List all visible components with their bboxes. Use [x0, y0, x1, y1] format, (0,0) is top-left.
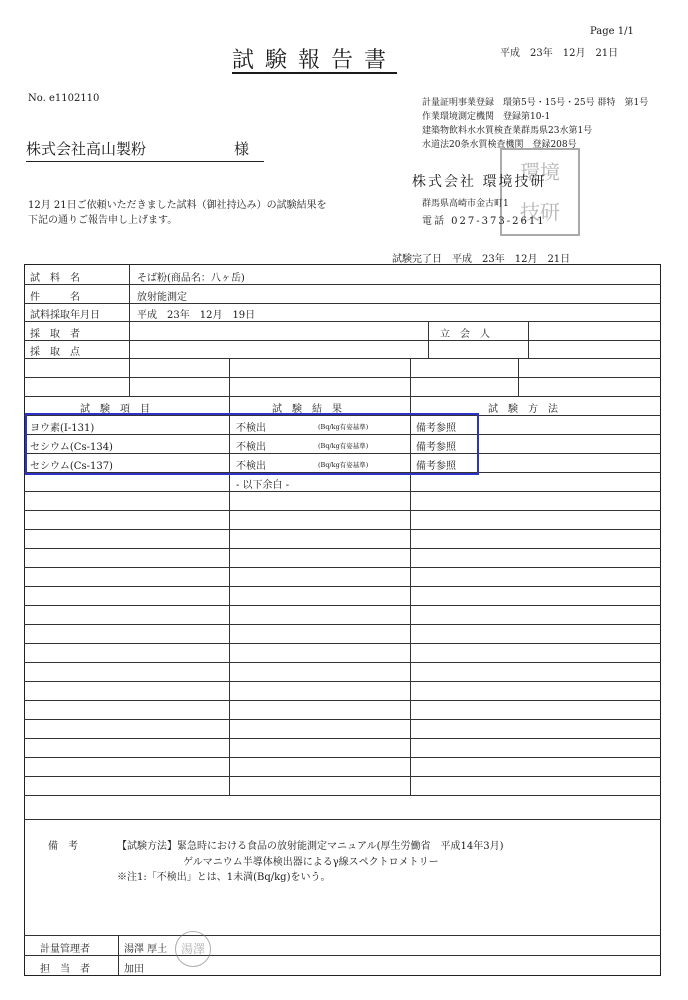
lab-address: 群馬県高崎市金古町1	[422, 199, 509, 209]
result-item: セシウム(Cs-137)	[30, 461, 113, 472]
divider	[118, 935, 119, 976]
divider	[24, 935, 661, 936]
registration-line: 水道法20条水質検査機関 登録208号	[422, 140, 577, 150]
staff-label: 担 当 者	[40, 964, 90, 975]
result-unit: (Bq/kg有姿基準)	[318, 461, 369, 469]
divider	[24, 643, 661, 644]
sampler-label: 採 取 者	[30, 329, 80, 340]
divider	[24, 377, 661, 378]
subject-value: 放射能測定	[137, 292, 187, 303]
divider	[24, 358, 661, 359]
result-value: 不検出	[236, 423, 266, 434]
result-value: 不検出	[236, 442, 266, 453]
result-unit: (Bq/kg有姿基準)	[318, 442, 369, 450]
remarks-label: 備 考	[48, 841, 78, 852]
divider	[24, 681, 661, 682]
divider	[24, 605, 661, 606]
registration-line: 計量証明事業登録 環第5号・15号・25号 群特 第1号	[422, 98, 649, 108]
result-method: 備考参照	[416, 461, 456, 472]
divider	[24, 491, 661, 492]
divider	[24, 624, 661, 625]
divider	[24, 284, 661, 285]
stamp-text: 湯澤	[180, 942, 205, 956]
divider	[24, 955, 661, 956]
test-item-header: 試 験 項 目	[80, 404, 150, 415]
sample-name-value: そば粉(商品名：八ヶ岳)	[137, 273, 245, 284]
sampling-date-value: 平成 23年 12月 19日	[137, 310, 256, 321]
divider	[428, 321, 429, 358]
sampling-point-label: 採 取 点	[30, 347, 80, 358]
test-result-header: 試 験 結 果	[272, 404, 342, 415]
result-method: 備考参照	[416, 423, 456, 434]
report-date: 平成 23年 12月 21日	[500, 48, 619, 59]
sampling-date-label: 試料採取年月日	[30, 310, 100, 321]
divider	[24, 757, 661, 758]
divider	[24, 586, 661, 587]
divider	[24, 510, 661, 511]
divider	[24, 700, 661, 701]
document-number: No. e1102110	[28, 93, 100, 104]
highlight-box	[25, 413, 479, 475]
sample-name-label: 試 料 名	[30, 273, 80, 284]
client-company: 株式会社高山製粉	[26, 140, 147, 158]
remarks-line: ゲルマニウム半導体検出器によるγ線スペクトロメトリー	[183, 857, 439, 868]
divider	[24, 321, 661, 322]
witness-label: 立 会 人	[440, 329, 490, 340]
client-honorific: 様	[234, 140, 250, 158]
result-item: ヨウ素(I-131)	[30, 423, 95, 434]
divider	[24, 776, 661, 777]
divider	[24, 529, 661, 530]
completion-date: 試験完了日 平成 23年 12月 21日	[392, 254, 571, 265]
divider	[528, 321, 529, 358]
page-number: Page 1/1	[590, 26, 634, 37]
client-name	[26, 138, 264, 162]
result-method: 備考参照	[416, 442, 456, 453]
divider	[24, 738, 661, 739]
seal-text: 環境技研	[520, 160, 560, 224]
intro-text: 12月 21日ご依頼いただきました試料（御社持込み）の試験結果を下記の通りご報告申し上げます。	[28, 200, 327, 226]
manager-name: 湯澤 厚土	[124, 944, 168, 955]
page-title: 試験報告書	[232, 48, 398, 73]
divider	[24, 340, 661, 341]
lab-company: 株式会社 環境技研	[412, 174, 547, 190]
divider	[24, 303, 661, 304]
result-unit: (Bq/kg有姿基準)	[318, 423, 369, 431]
divider	[24, 567, 661, 568]
lab-tel: 電話 027-373-2611	[422, 216, 546, 227]
divider	[129, 264, 130, 396]
divider	[24, 396, 661, 397]
personal-stamp-icon	[175, 931, 211, 967]
below-blank-note: - 以下余白 -	[236, 480, 290, 491]
divider	[24, 719, 661, 720]
registration-line: 作業環境測定機関 登録第10-1	[422, 112, 551, 122]
divider	[518, 358, 519, 396]
remarks-line: ※注1:「不検出」とは、1未満(Bq/kg)をいう。	[117, 872, 331, 883]
divider	[24, 819, 661, 820]
subject-label: 件 名	[30, 292, 80, 303]
divider	[24, 662, 661, 663]
staff-name: 加田	[124, 964, 144, 975]
result-item: セシウム(Cs-134)	[30, 442, 113, 453]
result-value: 不検出	[236, 461, 266, 472]
registration-line: 建築物飲料水水質検査業群馬県23水第1号	[422, 126, 593, 136]
divider	[24, 548, 661, 549]
manager-label: 計量管理者	[40, 944, 90, 955]
test-method-header: 試 験 方 法	[488, 404, 558, 415]
remarks-line: 【試験方法】緊急時における食品の放射能測定マニュアル(厚生労働省 平成14年3月)	[117, 841, 504, 852]
divider	[24, 795, 661, 796]
